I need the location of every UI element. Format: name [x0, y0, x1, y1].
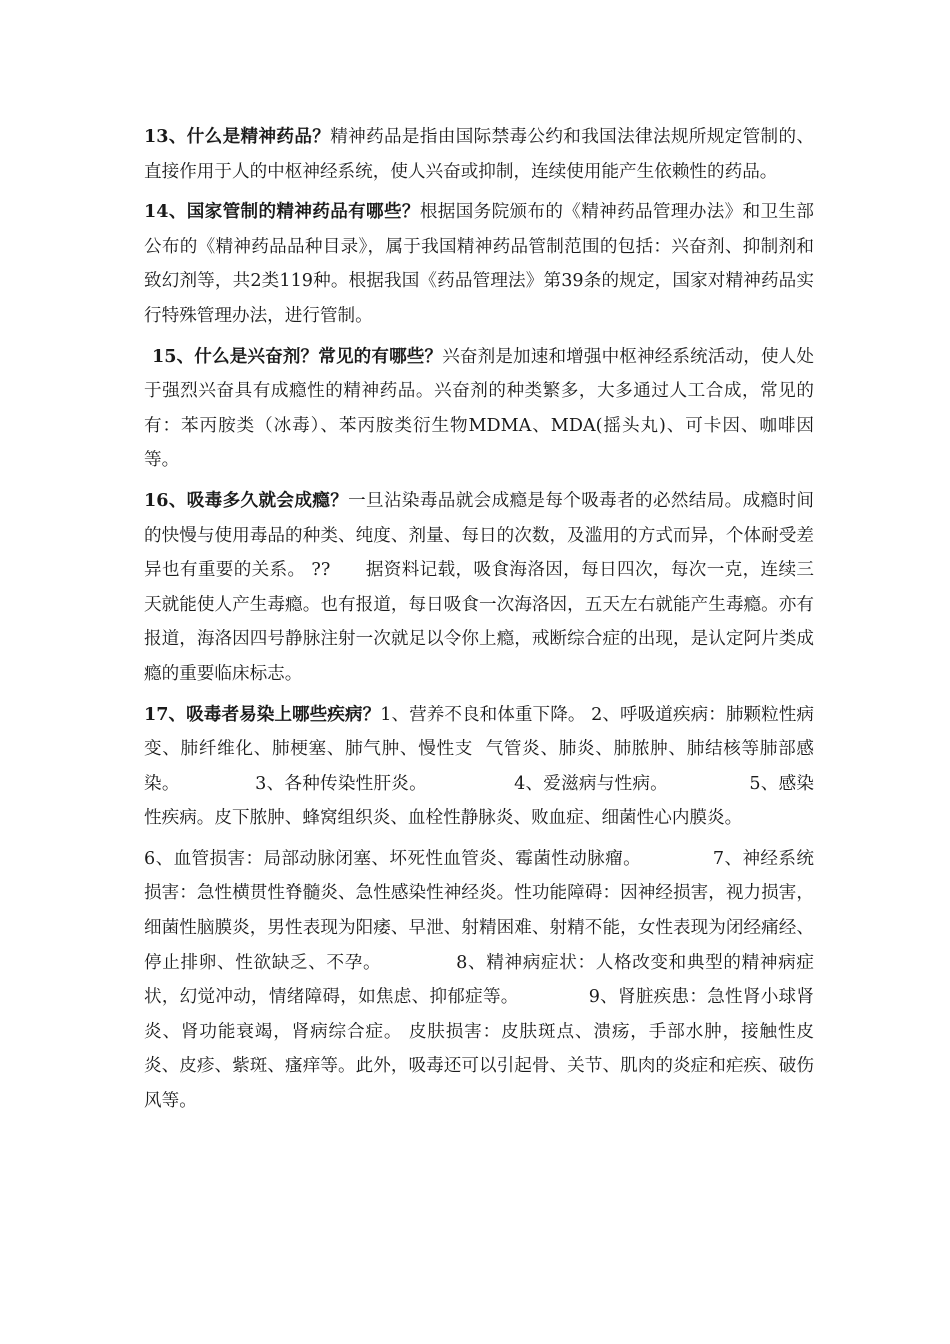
qa-item-15 [144, 340, 814, 478]
qa-item-13 [144, 120, 814, 189]
question-13: 13、什么是精神药品？ [144, 126, 331, 147]
answer-13: 精神药品是指由国际禁毒公约和我国法律法规所规定管制的、直接作用于人的中枢神经系统，使人兴奋或抑制，连续使用能产生依赖性的药品。 [144, 127, 814, 182]
question-16: 16、吸毒多久就会成瘾？ [144, 489, 349, 511]
answer-15: 兴奋剂是加速和增强中枢神经系统活动，使人处于强烈兴奋具有成瘾性的精神药品。兴奋剂的种类繁多，大多通过人工合成，常见的有：苯丙胺类（冰毒）、苯丙胺类衍生物MDMA、MDA(摇头丸)、可卡因、咖啡因等。 [144, 346, 814, 471]
question-15: 15、什么是兴奋剂？常见的有哪些？ [152, 345, 443, 367]
qa-item-17 [144, 698, 814, 836]
qa-item-16 [144, 484, 814, 692]
question-14: 14、国家管制的精神药品有哪些？ [144, 201, 420, 223]
answer-16: 一旦沾染毒品就会成瘾是每个吸毒者的必然结局。成瘾时间的快慢与使用毒品的种类、纯度、剂量、每日的次数，及滥用的方式而异，个体耐受差异也有重要的关系。 ?? 据资料记载，吸食海洛因，每日四次，每次一克，连续三天就能使人产生毒瘾。也有报道，每日吸食一次海洛因，五天左右就能产生毒瘾。亦有报道，海洛因四号静脉注射一次就足以令你上瘾，戒断综合症的出现，是认定阿片类成瘾的重要临床标志。 [144, 490, 814, 684]
question-17: 17、吸毒者易染上哪些疾病？ [144, 703, 381, 725]
answer-17: 1、营养不良和体重下降。 2、呼吸道疾病：肺颗粒性病变、肺纤维化、肺梗塞、肺气肿、慢性支 气管炎、肺炎、肺脓肿、肺结核等肺部感染。 3、各种传染性肝炎。 4、爱滋病与性病。 5、感染性疾病。皮下脓肿、蜂窝组织炎、血栓性静脉炎、败血症、细菌性心内膜炎。 [144, 704, 814, 829]
qa-item-14 [144, 195, 814, 333]
qa-item-17-continued [144, 842, 814, 1119]
document-body [144, 120, 814, 1125]
answer-17-continued: 6、血管损害：局部动脉闭塞、坏死性血管炎、霉菌性动脉瘤。 7、神经系统损害：急性横贯性脊髓炎、急性感染性神经炎。性功能障碍：因神经损害，视力损害，细菌性脑膜炎，男性表现为阳痿、早泄、射精困难、射精不能，女性表现为闭经痛经、停止排卵、性欲缺乏、不孕。 8、精神病症状：人格改变和典型的精神病症状，幻觉冲动，情绪障碍，如焦虑、抑郁症等。 9、肾脏疾患：急性肾小球肾炎、肾功能衰竭，肾病综合症。 皮肤损害：皮肤斑点、溃疡，手部水肿，接触性皮炎、皮疹、紫斑、瘙痒等。此外，吸毒还可以引起骨、关节、肌肉的炎症和疟疾、破伤风等。 [144, 848, 814, 1112]
answer-14: 根据国务院颁布的《精神药品管理办法》和卫生部公布的《精神药品品种目录》，属于我国精神药品管制范围的包括：兴奋剂、抑制剂和致幻剂等，共2类119种。根据我国《药品管理法》第39条的规定，国家对精神药品实行特殊管理办法，进行管制。 [144, 202, 814, 326]
